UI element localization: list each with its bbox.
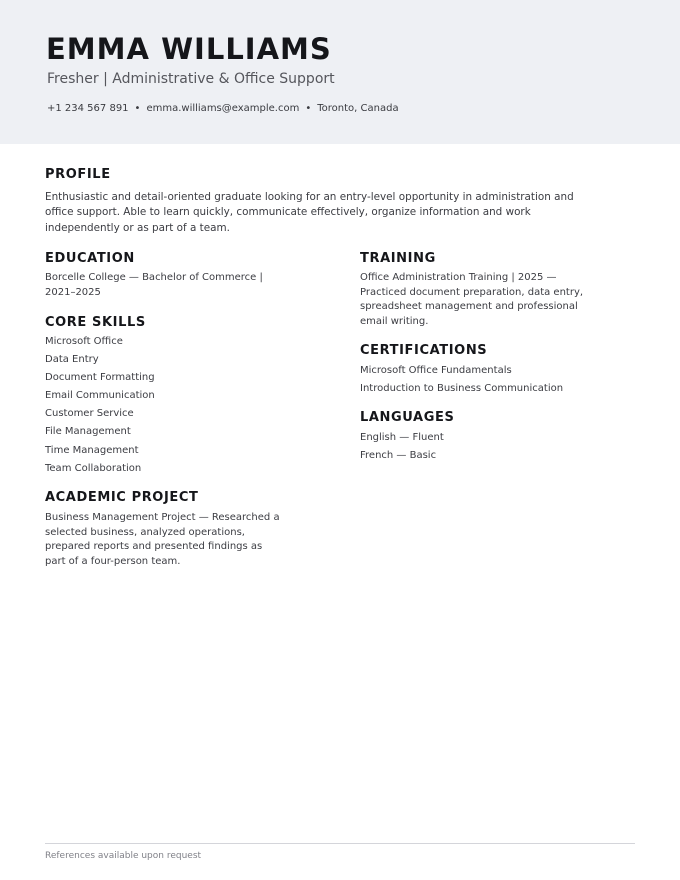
- contact-separator: •: [305, 103, 312, 114]
- skill-item: Email Communication: [45, 390, 155, 402]
- skill-item: File Management: [45, 426, 131, 438]
- contact-location: Toronto, Canada: [317, 103, 399, 114]
- candidate-name: EMMA WILLIAMS: [46, 32, 332, 66]
- languages-title: LANGUAGES: [360, 410, 455, 425]
- certifications-title: CERTIFICATIONS: [360, 343, 488, 358]
- education-title: EDUCATION: [45, 251, 135, 266]
- profile-title: PROFILE: [45, 167, 111, 182]
- skill-item: Data Entry: [45, 354, 99, 366]
- core-skills-title: CORE SKILLS: [45, 315, 146, 330]
- education-text: Borcelle College — Bachelor of Commerce | 2021–2025: [45, 272, 263, 298]
- contact-line: [47, 103, 399, 114]
- skill-item: Document Formatting: [45, 372, 155, 384]
- certifications-list: [360, 364, 563, 400]
- certification-item: Microsoft Office Fundamentals: [360, 365, 512, 376]
- language-item: English — Fluent: [360, 432, 444, 443]
- skill-item: Time Management: [45, 444, 139, 456]
- profile-text: Enthusiastic and detail-oriented graduate looking for an entry-level opportunity in administration and office support. Able to learn quickly, communicate effectively, organize information and work independently or as part of a team.: [45, 191, 574, 234]
- contact-email: emma.williams@example.com: [146, 103, 300, 114]
- training-title: TRAINING: [360, 251, 436, 266]
- footer-note: References available upon request: [45, 851, 202, 861]
- skill-item: Team Collaboration: [45, 462, 142, 474]
- skill-item: Microsoft Office: [45, 336, 123, 347]
- contact-separator: •: [134, 103, 141, 114]
- core-skills-list: [45, 335, 155, 480]
- language-item: French — Basic: [360, 450, 437, 462]
- academic-project-title: ACADEMIC PROJECT: [45, 490, 199, 505]
- contact-phone: +1 234 567 891: [47, 103, 129, 114]
- resume-header: [0, 0, 680, 144]
- certification-item: Introduction to Business Communication: [360, 383, 564, 395]
- candidate-headline: Fresher | Administrative & Office Support: [47, 71, 335, 87]
- training-text: Office Administration Training | 2025 — Practiced document preparation, data entry, spreadsheet management and professional email writing.: [360, 272, 584, 327]
- academic-project-text: Business Management Project — Researched a selected business, analyzed operations, prepared reports and presented findings as part of a four-person team.: [45, 512, 280, 567]
- languages-list: [360, 431, 444, 467]
- footer-divider: [45, 843, 635, 844]
- skill-item: Customer Service: [45, 408, 134, 420]
